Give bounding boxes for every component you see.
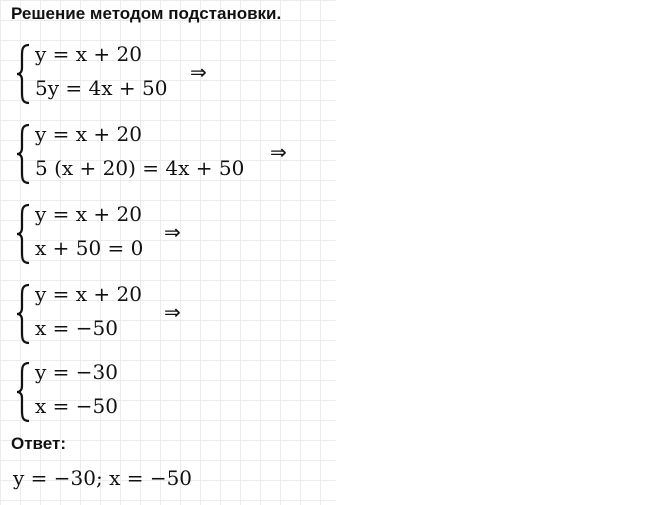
equation-system-5 — [14, 360, 214, 424]
equation-system-4 — [14, 282, 234, 346]
equation-line: x + 50 = 0 — [35, 236, 144, 260]
answer-label: Ответ: — [11, 434, 66, 453]
implies-arrow: ⇒ — [164, 220, 181, 244]
equation-system-3 — [14, 202, 234, 266]
equation-line: y = x + 20 — [35, 42, 142, 66]
brace-icon — [14, 282, 32, 346]
brace-icon — [14, 42, 32, 106]
brace-icon — [14, 360, 32, 424]
brace-icon — [14, 202, 32, 266]
brace-icon — [14, 122, 32, 186]
implies-arrow: ⇒ — [270, 140, 287, 164]
answer-value: y = −30; x = −50 — [13, 466, 193, 490]
implies-arrow: ⇒ — [190, 60, 207, 84]
page-title: Решение методом подстановки. — [11, 4, 282, 23]
equation-system-1 — [14, 42, 274, 106]
equation-line: 5 (x + 20) = 4x + 50 — [35, 156, 245, 180]
equation-line: y = −30 — [35, 360, 118, 384]
equation-line: x = −50 — [35, 394, 118, 418]
equation-system-2 — [14, 122, 314, 186]
equation-line: 5y = 4x + 50 — [35, 76, 168, 100]
equation-line: y = x + 20 — [35, 202, 142, 226]
equation-line: x = −50 — [35, 316, 118, 340]
equation-line: y = x + 20 — [35, 282, 142, 306]
equation-line: y = x + 20 — [35, 122, 142, 146]
implies-arrow: ⇒ — [164, 300, 181, 324]
